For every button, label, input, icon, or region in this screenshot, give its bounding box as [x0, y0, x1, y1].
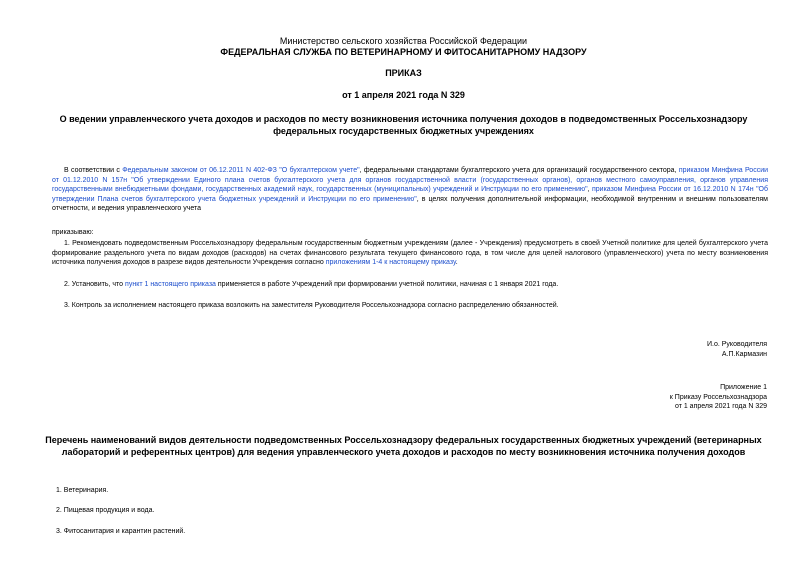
- signature-block: [707, 340, 767, 359]
- item-2-paragraph: [52, 280, 768, 290]
- appendix-number: Приложение 1: [720, 384, 767, 391]
- appendix-ref: к Приказу Россельхознадзора: [669, 393, 767, 401]
- item-2-post: применяется в работе Учреждений при формировании учетной политики, начиная с 1 января 2021 года.: [215, 281, 559, 288]
- order-word: приказываю:: [52, 229, 94, 236]
- order-157n-link[interactable]: приказом Минфина России от 01.12.2010 N 157н "Об утверждении Единого плана счетов бухгалтерского учета для органов государственной власти (государственных органов), органов местного самоуправления, органов управления государственными внебюджетными фондами, государственных академий наук, государственных (муниципальных) учреждений и Инструкции по его применению": [52, 167, 769, 194]
- preamble-text-1: В соответствии с: [64, 167, 123, 174]
- document-title: О ведении управленческого учета доходов и расходов по месту возникновения источника получения доходов в подведомственных Россельхознадзору федеральных государственных бюджетных учреждениях: [59, 114, 748, 136]
- doc-date: от 1 апреля 2021 года N 329: [342, 90, 465, 100]
- appendix-date: от 1 апреля 2021 года N 329: [674, 403, 767, 411]
- signature-name: А.П.Кармазин: [721, 350, 767, 358]
- service-heading: ФЕДЕРАЛЬНАЯ СЛУЖБА ПО ВЕТЕРИНАРНОМУ И ФИТОСАНИТАРНОМУ НАДЗОРУ: [220, 47, 587, 57]
- signature-role: И.о. Руководителя: [707, 341, 767, 348]
- appendices-link[interactable]: приложениям 1-4 к настоящему приказу: [325, 259, 456, 267]
- appendix-title: Перечень наименований видов деятельности подведомственных Россельхознадзору федеральных государственных бюджетных учреждений (ветеринарных лабораторий и референтных центров) для ведения управленческого учета доходов и расходов по месту возникновения источника получения доходов: [45, 435, 762, 457]
- preamble-paragraph: [52, 166, 768, 214]
- list-item: 2. Пищевая продукция и вода.: [56, 507, 155, 514]
- ministry-heading: Министерство сельского хозяйства Российской Федерации: [279, 36, 528, 46]
- appendix-caption: [670, 383, 767, 412]
- preamble-text-4: , в целях получения дополнительной информации, необходимой внутренним и внешним пользователям отчетности, и ведения управленческого учета: [52, 195, 768, 213]
- doc-type-heading: ПРИКАЗ: [385, 68, 422, 78]
- item-3-paragraph: 3. Контроль за исполнением настоящего приказа возложить на заместителя Руководителя Россельхознадзора согласно распределению обязанностей.: [64, 302, 559, 309]
- law-402fz-link[interactable]: Федеральным законом от 06.12.2011 N 402-ФЗ "О бухгалтерском учете": [122, 167, 360, 174]
- item-2-pre: 2. Установить, что: [64, 281, 126, 288]
- item-1-text: 1. Рекомендовать подведомственным Россельхознадзору федеральным государственным бюджетным учреждениям (далее - Учреждения) предусмотреть в своей Учетной политике для целей бухгалтерского учета формирование раздельного учета по видам доходов (расходов) на счетах финансового результата текущего финансового года, в том числе для целей налогового (управленческого) учета по месту возникновения источника получения доходов в разрезе видов деятельности Учреждения согласно: [52, 240, 768, 267]
- preamble-text-3: ,: [587, 186, 592, 194]
- list-item: 3. Фитосанитария и карантин растений.: [56, 528, 186, 535]
- preamble-text-2: , федеральными стандартами бухгалтерского учета для организаций государственного сектора,: [359, 167, 679, 174]
- point-1-link[interactable]: пункт 1 настоящего приказа: [125, 281, 216, 288]
- list-item: 1. Ветеринария.: [56, 487, 109, 494]
- item-1-paragraph: [52, 239, 768, 268]
- item-1-end: .: [455, 259, 458, 267]
- order-174n-link[interactable]: приказом Минфина России от 16.12.2010 N 174н "Об утверждении Плана счетов бухгалтерского учета бюджетных учреждений и Инструкции по его применению": [52, 186, 769, 203]
